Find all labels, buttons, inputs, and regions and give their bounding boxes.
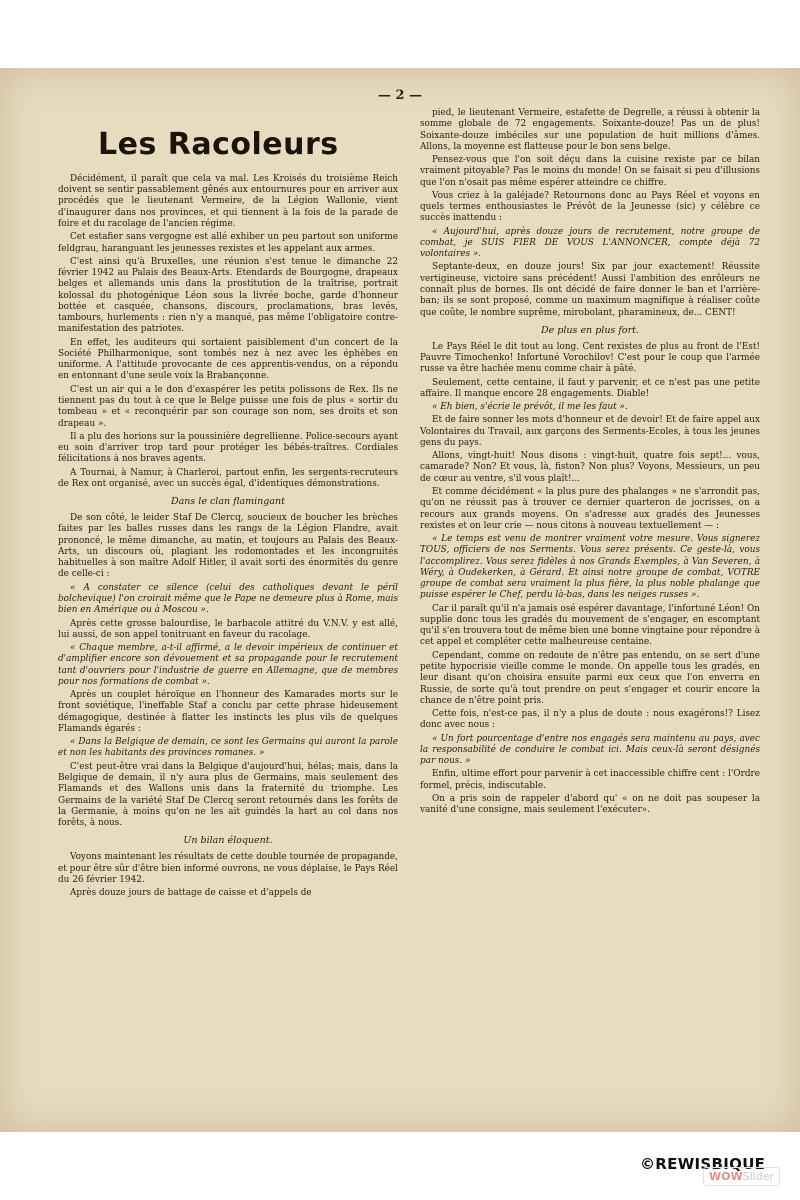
paragraph: Enfin, ultime effort pour parvenir à cet inaccessible chiffre cent : l'Ordre formel, précis, indiscutable.	[420, 769, 760, 791]
paragraph: Allons, vingt-huit! Nous disons : vingt-huit, quatre fois sept!... vous, camarade? Non? Et vous, là, fiston? Non plus? Voyons, Messieurs, un peu de cœur au ventre, s'il vous plaît!...	[420, 451, 760, 484]
paragraph: C'est peut-être vrai dans la Belgique d'aujourd'hui, hélas; mais, dans la Belgique de demain, il n'y aura plus de Germains, mais seulement des Flamands et des Wallons unis dans la fraternité du triomphe. Les Germains de la variété Staf De Clercq seront retournés dans les forêts de la Germanie, à moins qu'on ne les ait guindés la hart au col dans nos forêts, à nous.	[58, 761, 398, 829]
paragraph: Décidément, il paraît que cela va mal. Les Kroisés du troisième Reich doivent se sentir passablement gênés aux entournures pour en arriver aux procédés que le lieutenant Vermeire, de la Légion Wallonie, vient d'inaugurer dans nos provinces, et qui tiennent à la fois de la parade de foire et du racolage de l'ancien régime.	[58, 173, 398, 229]
copyright-watermark: ©REWISBIQUE	[640, 1155, 766, 1173]
left-column-body	[58, 174, 398, 899]
paragraph: Voyons maintenant les résultats de cette double tournée de propagande, et pour être sûr d'être bien informé ouvrons, ne vous déplaise, le Pays Réel du 26 février 1942.	[58, 852, 398, 885]
right-column-body	[420, 108, 760, 816]
quotation-paragraph: « Eh bien, s'écrie le prévôt, il me les faut ».	[432, 402, 628, 413]
paragraph: Après cette grosse balourdise, le barbacole attitré du V.N.V. y est allé, lui aussi, de son appel tonitruant en faveur du racolage.	[58, 618, 398, 640]
quotation-paragraph: « Dans la Belgique de demain, ce sont les Germains qui auront la parole et non les habitants des provinces romanes. »	[58, 737, 398, 759]
paragraph: Seulement, cette centaine, il faut y parvenir, et ce n'est pas une petite affaire. Il manque encore 28 engagements. Diable!	[420, 377, 760, 399]
section-heading: Dans le clan flamingant	[171, 496, 285, 508]
quotation-paragraph: « Aujourd'hui, après douze jours de recrutement, notre groupe de combat, je SUIS FIER DE VOUS L'ANNONCER, compte déjà 72 volontaires ».	[420, 226, 760, 260]
wowslider-logo-rest: Slider	[742, 1170, 774, 1183]
paragraph: De son côté, le leider Staf De Clercq, soucieux de boucher les brèches faites par les balles russes dans les rangs de la Légion Flandre, avait prononcé, le même dimanche, au matin, et toujours au Palais des Beaux-Arts, un discours où, plagiant les rodomontades et les incongruités habituelles à son maître Adolf Hitler, il avait sorti des énormités du genre de celle-ci :	[58, 513, 398, 580]
paragraph: On a pris soin de rappeler d'abord qu' « on ne doit pas soupeser la vanité d'une consigne, mais seulement l'exécuter».	[420, 793, 760, 816]
paragraph: Pensez-vous que l'on soit déçu dans la cuisine rexiste par ce bilan vraiment pitoyable? Pas le moins du monde! On se faisait si peu d'illusions que l'on n'osait pas même espérer atteindre ce chiffre.	[420, 155, 760, 188]
section-heading: Un bilan éloquent.	[183, 835, 273, 847]
quotation-paragraph: « Un fort pourcentage d'entre nos engagés sera maintenu au pays, avec la responsabilité de conduire le combat ici. Mais ceux-là seront désignés par nous. »	[420, 733, 760, 767]
paragraph: Vous criez à la galéjade? Retournons donc au Pays Réel et voyons en quels termes enthousiastes le Prévôt de la Jeunesse (sic) y célèbre ce succès inattendu :	[420, 190, 760, 224]
paragraph: Le Pays Réel le dit tout au long. Cent rexistes de plus au front de l'Est! Pauvre Timochenko! Infortuné Vorochilov! C'est pour le coup que l'armée russe va être hachée menu comme chair à pâté.	[420, 341, 760, 375]
quotation-paragraph: « A constater ce silence (celui des catholiques devant le péril bolchevique) l'on croirait même que le Pape ne demeure plus à Rome, mais bien en Amérique ou à Moscou ».	[58, 582, 398, 616]
paragraph: En effet, les auditeurs qui sortaient paisiblement d'un concert de la Société Philharmonique, sont tombés nez à nez avec les éphèbes en uniforme. A l'attitude provocante de ces apprentis-vendus, on a répondu en entonnant d'une seule voix la Brabançonne.	[58, 337, 398, 382]
paragraph: Cependant, comme on redoute de n'être pas entendu, on se sert d'une petite hypocrisie vieille comme le monde. On appelle tous les gradés, en leur disant qu'on choisira ensuite parmi eux ceux que l'on enverra en Russie, de sorte qu'à tout prendre on peut s'engager et courir encore la chance de n'être point pris.	[420, 650, 760, 706]
paragraph: C'est ainsi qu'à Bruxelles, une réunion s'est tenue le dimanche 22 février 1942 au Palais des Beaux-Arts. Etendards de Bourgogne, drapeaux belges et allemands unis dans la prostitution de la traîtrise, portrait kolossal du photogénique Léon sous la livrée boche, garde d'honneur bottée et casquée, chansons, discours, proclamations, bras levés, tambours, hurlements : rien n'y a manqué, pas même l'obligatoire contre-manifestation des patriotes.	[58, 256, 398, 335]
paragraph: Et de faire sonner les mots d'honneur et de devoir! Et de faire appel aux Volontaires du Travail, aux garçons des Serments-Ecoles, à tous les jeunes gens du pays.	[420, 415, 760, 448]
paragraph: Après un couplet héroïque en l'honneur des Kamarades morts sur le front soviétique, l'ineffable Staf a conclu par cette phrase hideusement démagogique, destinée à flatter les instincts les plus vils de quelques Flamands égarés :	[58, 690, 398, 734]
wowslider-logo-wow: WOW	[709, 1170, 743, 1183]
right-column	[420, 108, 760, 818]
paragraph: Car il paraît qu'il n'a jamais osé espérer davantage, l'infortuné Léon! On supplie donc tous les gradés du mouvement de s'engager, en escomptant qu'il s'en trouvera tout de même bien une bonne vingtaine pour répondre à cet appel et compléter cette malheureuse centaine.	[420, 603, 760, 648]
section-heading: De plus en plus fort.	[541, 324, 639, 336]
paragraph: Après douze jours de battage de caisse et d'appels de	[70, 888, 312, 899]
paragraph: Il a plu des horions sur la poussinière degrellienne. Police-secours ayant eu soin d'arriver trop tard pour protéger les bébés-traîtres. Cordiales félicitations à nos braves agents.	[58, 431, 398, 465]
newspaper-page	[0, 68, 800, 1173]
article-title: Les Racoleurs	[98, 127, 339, 162]
paragraph: pied, le lieutenant Vermeire, estafette de Degrelle, a réussi à obtenir la somme globale de 72 engagements. Soixante-douze! Pas un de plus! Soixante-douze imbéciles sur une population de huit millions d'âmes. Allons, la moyenne est flatteuse pour le bon sens belge.	[420, 108, 760, 152]
quotation-paragraph: « Le temps est venu de montrer vraiment votre mesure. Vous signerez TOUS, officiers de nos Serments. Vous serez présents. Ce geste-là, vous l'accomplirez. Vous serez fidèles à nos Grands Exemples, à Van Severen, à Wéry, à Oudekerken, à Gérard. Et ainsi notre groupe de combat, VOTRE groupe de combat sera vraiment la plus fière, la plus noble phalange que puisse espérer le Chef, perdu là-bas, dans les neiges russes ».	[420, 534, 760, 601]
paragraph: Septante-deux, en douze jours! Six par jour exactement! Réussite vertigineuse, victoire sans précédent! Aussi l'ambition des enrôleurs ne connaît plus de bornes. Ils ont décidé de faire donner le ban et l'arrière-ban; ils se sont proposé, comme un maximum magnifique à réaliser coûte que coûte, le nombre suprême, mirobolant, pharamineux, de... CENT!	[420, 262, 760, 318]
paragraph: Cette fois, n'est-ce pas, il n'y a plus de doute : nous exagérons!? Lisez donc avec nous :	[420, 709, 760, 731]
wowslider-logo[interactable]	[703, 1167, 780, 1186]
page-number: — 2 —	[377, 88, 423, 103]
left-column	[58, 108, 398, 901]
paragraph: A Tournai, à Namur, à Charleroi, partout enfin, les sergents-recruteurs de Rex ont organisé, avec un succès égal, d'identiques démonstrations.	[58, 467, 398, 489]
paragraph: Et comme décidément « la plus pure des phalanges » ne s'arrondit pas, qu'on ne réussit pas à trouver ce dernier quarteron de jocrisses, on a recours aux grands moyens. On s'adresse aux gradés des Jeunesses rexistes et on leur crie — nous citons à nouveau textuellement — :	[420, 486, 760, 531]
quotation-paragraph: « Chaque membre, a-t-il affirmé, a le devoir impérieux de continuer et d'amplifier encore son dévouement et sa propagande pour le recrutement tant d'ouvriers pour l'industrie de guerre en Allemagne, que de membres pour nos formations de combat ».	[58, 643, 398, 687]
paragraph: Cet estafier sans vergogne est allé exhiber un peu partout son uniforme feldgrau, haranguant les jeunesses rexistes et les appelant aux armes.	[58, 232, 398, 254]
paragraph: C'est un air qui a le don d'exaspérer les petits polissons de Rex. Ils ne tiennent pas du tout à ce que le Belge puisse une fois de plus « sortir du tombeau » et « reconquérir par son courage son nom, ses droits et son drapeau ».	[58, 384, 398, 429]
